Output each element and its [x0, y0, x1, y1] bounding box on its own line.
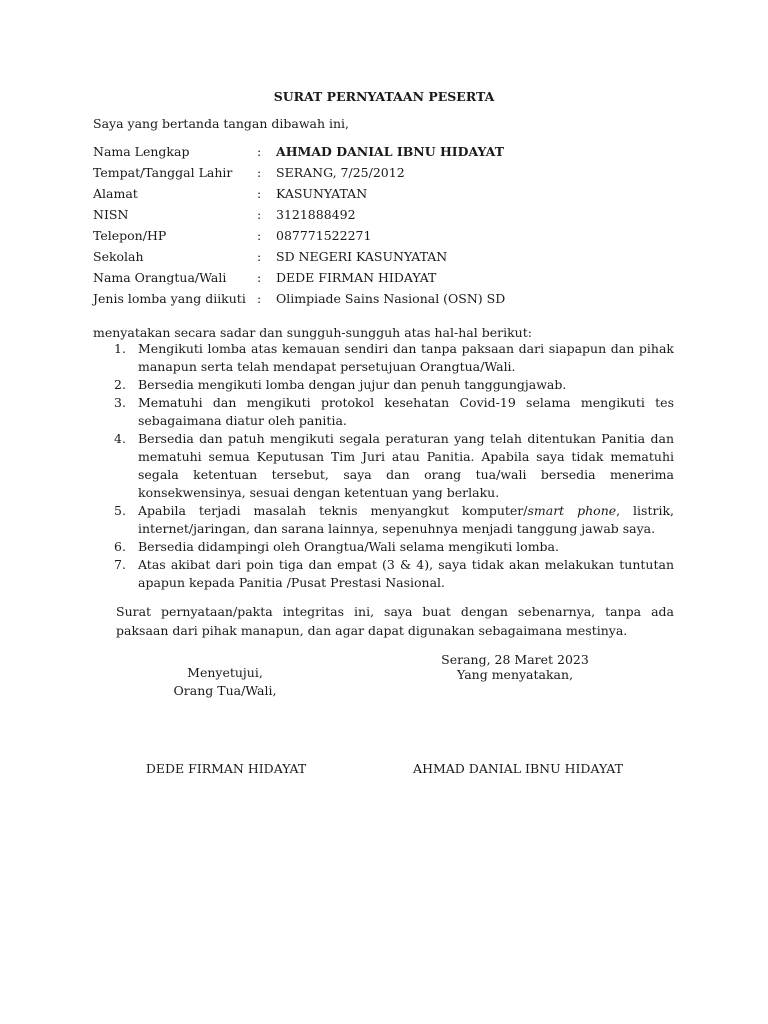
field-colon: :	[257, 165, 262, 180]
field-value: SERANG, 7/25/2012	[276, 165, 405, 180]
field-label: Tempat/Tanggal Lahir	[93, 165, 233, 180]
list-item-number: 5.	[114, 503, 126, 518]
list-item	[93, 538, 674, 556]
list-item-text	[138, 503, 674, 536]
field-value: SD NEGERI KASUNYATAN	[276, 249, 448, 264]
field-label: Sekolah	[93, 249, 144, 264]
list-item-number: 6.	[114, 539, 126, 554]
field-value: KASUNYATAN	[276, 186, 368, 201]
field-label: Jenis lomba yang diikuti	[93, 291, 246, 306]
field-value: AHMAD DANIAL IBNU HIDAYAT	[276, 144, 504, 159]
approver-block	[120, 664, 330, 700]
list-item-text: Bersedia didampingi oleh Orangtua/Wali selama mengikuti lomba.	[138, 539, 559, 554]
signer-role: Yang menyatakan,	[456, 667, 574, 682]
field-colon: :	[257, 270, 262, 285]
list-item-text-after: , listrik, internet/jaringan, dan sarana lainnya, sepenuhnya menjadi tanggung jawab saya.	[138, 503, 674, 536]
list-item-text: Mematuhi dan mengikuti protokol kesehatan Covid-19 selama mengikuti tes sebagaimana diatur oleh panitia.	[138, 395, 674, 428]
statement-list	[93, 340, 674, 592]
approver-role-line2: Orang Tua/Wali,	[173, 683, 277, 698]
list-item-text: Bersedia dan patuh mengikuti segala peraturan yang telah ditentukan Panitia dan mematuhi semua Keputusan Tim Juri atau Panitia. Apabila saya tidak mematuhi segala ketentuan tersebut, saya dan orang tua/wali bersedia menerima konsekwensinya, sesuai dengan ketentuan yang berlaku.	[138, 431, 674, 500]
field-value: 3121888492	[276, 207, 356, 222]
document-title: SURAT PERNYATAAN PESERTA	[273, 89, 495, 104]
list-item-number: 4.	[114, 431, 126, 446]
field-colon: :	[257, 144, 262, 159]
field-value: 087771522271	[276, 228, 372, 243]
approver-role-line1: Menyetujui,	[187, 665, 263, 680]
place-date: Serang, 28 Maret 2023	[441, 652, 589, 667]
field-colon: :	[257, 207, 262, 222]
field-label: Alamat	[93, 186, 138, 201]
list-item-number: 2.	[114, 377, 126, 392]
list-item	[93, 340, 674, 376]
field-colon: :	[257, 249, 262, 264]
closing-paragraph: Surat pernyataan/pakta integritas ini, saya buat dengan sebenarnya, tanpa ada paksaan dari pihak manapun, dan agar dapat digunakan sebagaimana mestinya.	[116, 604, 674, 638]
field-value: DEDE FIRMAN HIDAYAT	[276, 270, 437, 285]
list-item	[93, 502, 674, 538]
field-label: Nama Lengkap	[93, 144, 190, 159]
field-label: Nama Orangtua/Wali	[93, 270, 227, 285]
list-item	[93, 556, 674, 592]
intro-text: Saya yang bertanda tangan dibawah ini,	[93, 116, 350, 131]
list-item	[93, 430, 674, 502]
list-item	[93, 394, 674, 430]
field-colon: :	[257, 228, 262, 243]
list-item-text-italic: smart phone	[527, 503, 617, 518]
list-item-text-before: Apabila terjadi masalah teknis menyangkut komputer/	[138, 503, 528, 518]
field-colon: :	[257, 186, 262, 201]
approver-name: DEDE FIRMAN HIDAYAT	[145, 761, 307, 776]
list-item-text: Bersedia mengikuti lomba dengan jujur dan penuh tanggungjawab.	[138, 377, 567, 392]
list-item-number: 7.	[114, 557, 126, 572]
statement-text: menyatakan secara sadar dan sungguh-sungguh atas hal-hal berikut:	[93, 325, 532, 340]
list-item	[93, 376, 674, 394]
field-label: Telepon/HP	[93, 228, 167, 243]
list-item-number: 3.	[114, 395, 126, 410]
field-colon: :	[257, 291, 262, 306]
signer-name: AHMAD DANIAL IBNU HIDAYAT	[413, 761, 623, 776]
field-value: Olimpiade Sains Nasional (OSN) SD	[276, 291, 506, 306]
list-item-text: Mengikuti lomba atas kemauan sendiri dan tanpa paksaan dari siapapun dan pihak manapun serta telah mendapat persetujuan Orangtua/Wali.	[138, 341, 674, 374]
list-item-number: 1.	[114, 341, 126, 356]
field-label: NISN	[93, 207, 129, 222]
list-item-text: Atas akibat dari poin tiga dan empat (3 & 4), saya tidak akan melakukan tuntutan apapun kepada Panitia /Pusat Prestasi Nasional.	[138, 557, 674, 590]
